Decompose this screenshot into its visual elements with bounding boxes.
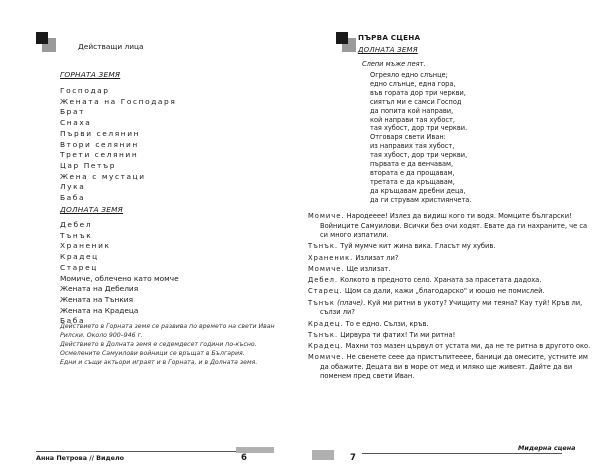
dialogue-text: Щом са дали, кажи „благодарско" и юошо не помислей.: [342, 287, 545, 296]
character-name: Храненик: [60, 241, 111, 251]
note-line: Действието в Долната земя е седемдесет години по-късно.: [60, 341, 257, 349]
scene-title: ПЪРВА СЦЕНА: [358, 33, 421, 42]
character-name: Брат: [60, 107, 85, 117]
song-line: сиятъл ми е самси Господ: [370, 97, 462, 106]
character-name: Лука: [60, 182, 86, 192]
dialogue-text: Ще излизат.: [344, 264, 391, 273]
character-name: Жената на Дебелия: [60, 284, 139, 294]
character-name: Господар: [60, 86, 110, 95]
character-name: Баба: [60, 193, 86, 203]
character-name: Крадец: [60, 252, 99, 262]
dialogue-line: [308, 254, 594, 264]
dialogue-text: Туй мумче кит жина вика. Гласът му хубив.: [338, 242, 496, 251]
dialogue-line: [308, 331, 594, 341]
speaker-name: Момиче.: [308, 264, 345, 273]
speaker-name: Крадец.: [308, 342, 344, 351]
dialogue-line: [308, 212, 594, 241]
character-name: Първи селянин: [60, 128, 141, 138]
stage-note: (плаче): [334, 298, 364, 307]
song-line: едно слънце, една гора,: [370, 79, 456, 88]
dialogue-line: [308, 265, 594, 275]
note-line: Едни и същи актьори играят и в Горната, и в Долната земя.: [60, 359, 258, 367]
upper-village-characters: [60, 86, 176, 204]
character-name: Тънък: [60, 230, 93, 240]
dialogue-line: [308, 353, 594, 382]
page-number-right: 7: [350, 453, 356, 463]
character-name: Цар Петър: [60, 160, 117, 170]
footer-bar: [236, 447, 274, 453]
speaker-name: Крадец.: [308, 319, 344, 328]
speaker-name: Тънък: [308, 298, 335, 307]
dialogue-line: [308, 242, 594, 252]
dialogue-text: . Куй ми ритни в укоту? Учищиту ми теяна? Кау туй! Кръв ли, сълзи ли?: [320, 298, 583, 317]
song-verse: [370, 71, 471, 205]
song-line: Огреяло едно слънце;: [370, 71, 448, 79]
song-line: кой направи тая хубост,: [370, 115, 455, 124]
character-name: Жената на Тънкия: [60, 294, 134, 304]
dialogue-text: Колкото в предното село. Храната за прасетата дадоха.: [337, 276, 542, 285]
song-line: втората е да прощавам,: [370, 168, 455, 177]
song-line: във гората дор три черкви,: [370, 88, 466, 97]
left-footer: [0, 450, 300, 466]
dialogue-text: Излизат ли?: [353, 253, 399, 262]
corner-mark: [336, 32, 356, 52]
character-name: Жена с мустаци: [60, 171, 146, 181]
dialogue-line: [308, 276, 594, 286]
dialogue-text: Цирвура ти фатих! Ти ми ритна!: [338, 330, 456, 339]
character-name: Жената на Господаря: [60, 96, 177, 106]
dialogue: [308, 212, 594, 384]
song-line: тая хубост, дор три черкви,: [370, 151, 468, 160]
song-line: Отговаря свети Иван:: [370, 133, 446, 142]
footer-rule: [362, 453, 562, 454]
footer-rule: [36, 451, 236, 452]
character-name: Дебел: [60, 220, 93, 229]
speaker-name: Момиче.: [308, 212, 345, 220]
character-name: Снаха: [60, 118, 92, 128]
song-line: третата е да кръщавам,: [370, 177, 455, 186]
footer-section: Мидерна сцена: [518, 444, 576, 452]
note-line: Действието в Горната земя се развива по времето на свети Иван Рилски. Около 900–946 г.: [60, 323, 275, 340]
speaker-name: Храненик.: [308, 253, 354, 262]
character-name: Жената на Крадеца: [60, 305, 139, 315]
speaker-name: Момиче.: [308, 353, 345, 362]
right-footer: [300, 444, 600, 466]
scene-subtitle: ДОЛНАТА ЗЕМЯ: [358, 46, 418, 54]
corner-mark: [36, 32, 56, 52]
dialogue-line: [308, 287, 594, 297]
character-name: Баба: [60, 316, 86, 326]
dialogue-text: То е едно. Сълзи, кръв.: [343, 319, 429, 328]
character-name: Трети селянин: [60, 150, 139, 160]
footer-author-title: Анна Петрова // Видело: [36, 454, 125, 462]
song-line: да кръщавам дребни деца,: [370, 186, 466, 195]
song-line: да ги струвам християнчета.: [370, 195, 472, 204]
dialogue-line: [308, 299, 594, 318]
song-line: първата е да венчавам,: [370, 160, 454, 169]
production-notes: [60, 322, 290, 367]
lower-village-characters: [60, 220, 179, 327]
speaker-name: Тънък.: [308, 330, 339, 339]
dialogue-line: [308, 320, 594, 330]
note-line: Осмелените Самуилови войници се връщат в България.: [60, 350, 245, 358]
song-line: да попита кой направи,: [370, 106, 454, 115]
dialogue-text: Не свенете сеее да пристъпитееее, баници да омесите, устните им да обажите. Децата ви в море от мед и мляко ще живеят. Дайте да ви поменем пред свети Иван.: [320, 353, 588, 381]
dialogue-text: Махни тоз мазен цървул от устата ми, да не те ритна в другото око.: [343, 342, 591, 351]
character-name: Момиче, облечено като момче: [60, 273, 179, 283]
character-name: Втори селянин: [60, 139, 139, 149]
lower-village-title: ДОЛНАТА ЗЕМЯ: [60, 205, 124, 214]
footer-bar: [312, 450, 334, 460]
speaker-name: Старец.: [308, 287, 343, 296]
song-line: из направих тая хубост,: [370, 142, 455, 151]
upper-village-title: ГОРНАТА ЗЕМЯ: [60, 70, 121, 79]
stage-direction: Слепи мъже пеят.: [362, 60, 426, 68]
speaker-name: Дебел.: [308, 276, 338, 285]
speaker-name: Тънък.: [308, 242, 339, 251]
song-line: тая хубост, дор три черкви.: [370, 124, 468, 133]
dialogue-line: [308, 342, 594, 352]
page-heading: Действащи лица: [78, 42, 144, 51]
page-number-left: 6: [241, 453, 247, 463]
character-name: Старец: [60, 262, 98, 272]
dialogue-text: Народееее! Излез да видиш кого ти водя. Момците български! Войниците Самуилови. Всички без очи ходят. Евате да ги нахраните, че са си много изпатили.: [320, 212, 588, 239]
